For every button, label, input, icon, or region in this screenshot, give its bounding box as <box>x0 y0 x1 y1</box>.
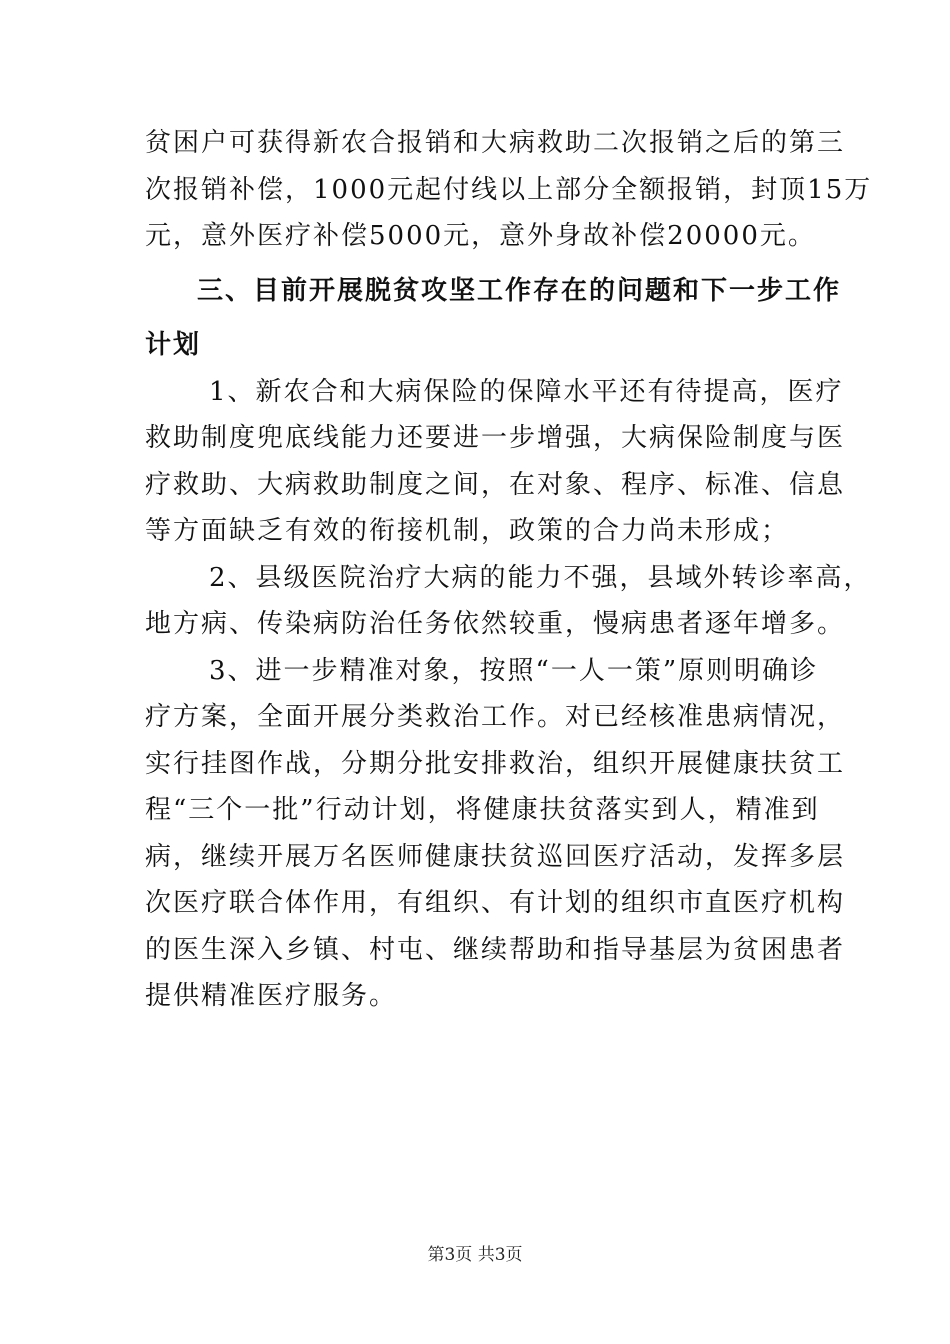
body-line: 的医生深入乡镇、村屯、继续帮助和指导基层为贫困患者 <box>145 934 846 965</box>
section-heading-continued: 计划 <box>145 330 202 360</box>
body-line: 疗方案，全面开展分类救治工作。对已经核准患病情况， <box>145 702 846 732</box>
body-line: 贫困户可获得新农合报销和大病救助二次报销之后的第三 <box>145 128 846 158</box>
body-line: 提供精准医疗服务。 <box>145 981 398 1011</box>
body-line: 病，继续开展万名医师健康扶贫巡回医疗活动，发挥多层 <box>145 841 846 872</box>
document-body <box>145 120 873 1020</box>
section-heading: 三、目前开展脱贫攻坚工作存在的问题和下一步工作 <box>197 275 842 306</box>
body-line: 3、进一步精准对象，按照“一人一策”原则明确诊 <box>209 655 819 686</box>
body-line: 次报销补偿，1000元起付线以上部分全额报销，封顶15万 <box>145 174 873 205</box>
body-line: 2、县级医院治疗大病的能力不强，县域外转诊率高， <box>209 562 872 593</box>
body-line: 疗救助、大病救助制度之间，在对象、程序、标准、信息 <box>145 469 846 500</box>
page-footer: 第3页 共3页 <box>427 1245 523 1265</box>
body-line: 等方面缺乏有效的衔接机制，政策的合力尚未形成； <box>145 516 790 546</box>
body-line: 救助制度兜底线能力还要进一步增强，大病保险制度与医 <box>145 423 846 453</box>
body-line: 地方病、传染病防治任务依然较重，慢病患者逐年增多。 <box>145 609 846 639</box>
body-line: 程“三个一批”行动计划，将健康扶贫落实到人，精准到 <box>145 795 820 825</box>
body-line: 1、新农合和大病保险的保障水平还有待提高，医疗 <box>209 376 844 407</box>
body-line: 元，意外医疗补偿5000元，意外身故补偿20000元。 <box>145 221 816 251</box>
body-line: 实行挂图作战，分期分批安排救治，组织开展健康扶贫工 <box>145 748 846 779</box>
body-line: 次医疗联合体作用，有组织、有计划的组织市直医疗机构 <box>145 888 846 918</box>
